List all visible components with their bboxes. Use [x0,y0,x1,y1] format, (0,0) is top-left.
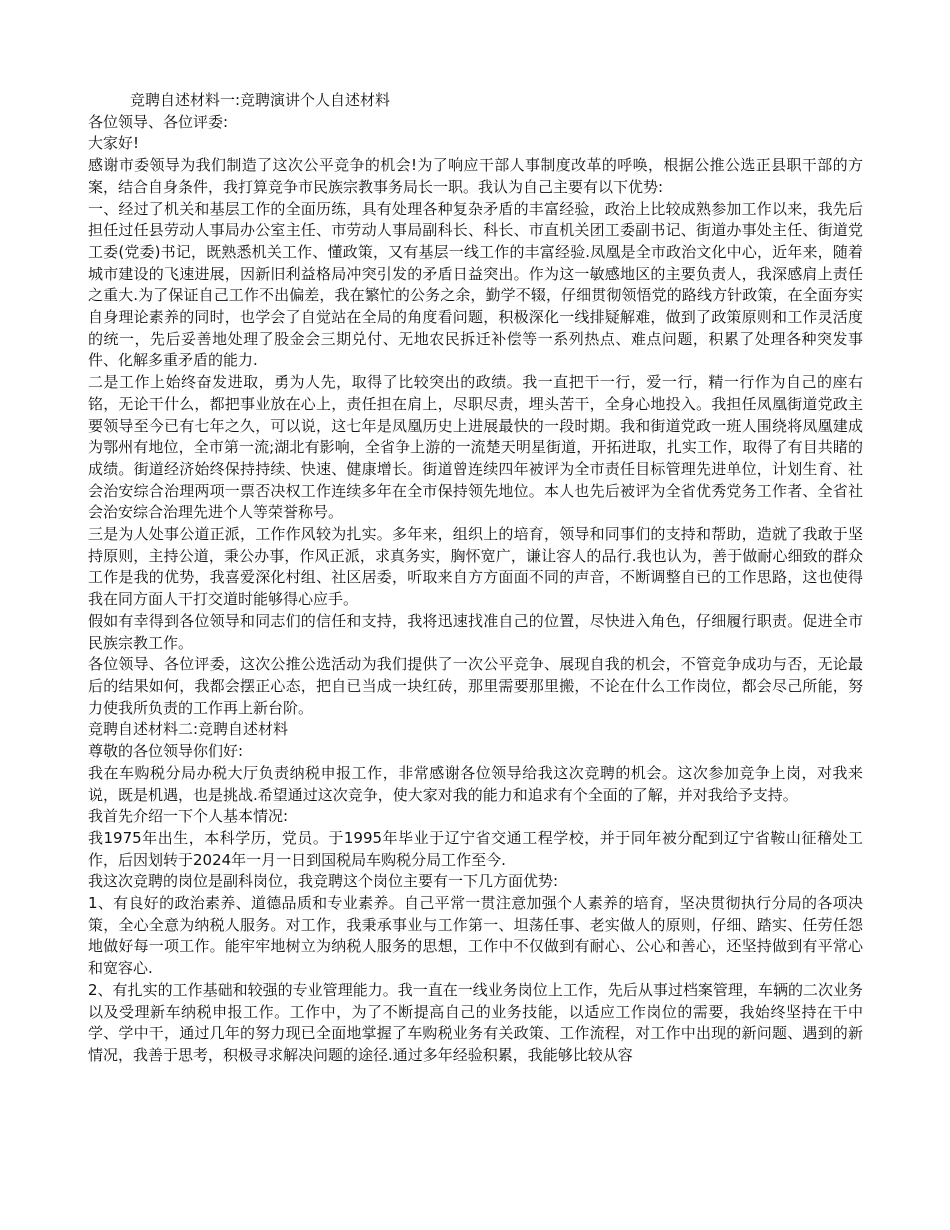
paragraph-position: 我这次竞聘的岗位是副科岗位，我竞聘这个岗位主要有一下几方面优势: [88,872,559,891]
paragraph-intro-two: 我在车购税分局办税大厅负责纳税申报工作，非常感谢各位领导给我这次竞聘的机会。这次参加竞争上岗，对我来说，既是机遇，也是挑战.希望通过这次竞争，使大家对我的能力和追求有个全面的了解，并对我给予支持。 [88,763,863,804]
paragraph-salutation: 各位领导、各位评委: [88,112,229,131]
paragraph-salutation-two: 尊敬的各位领导你们好: [88,742,244,761]
paragraph-commitment: 假如有幸得到各位领导和同志们的信任和支持，我将迅速找准自己的位置，尽快进入角色，仔细履行职责。促进全市民族宗教工作。 [88,611,863,652]
section-title-two: 竞聘自述材料二:竞聘自述材料 [88,720,289,739]
paragraph-basic-info-heading: 我首先介绍一下个人基本情况: [88,807,289,826]
paragraph-greeting: 大家好! [88,134,140,153]
paragraph-strength-one: 1、有良好的政治素养、道德品质和专业素养。自己平常一贯注意加强个人素养的培育，坚决贯彻执行分局的各项决策，全心全意为纳税人服务。对工作，我秉承事业与工作第一、坦荡任事、老实做人的原则，仔细、踏实、任劳任怨地做好每一项工作。能牢牢地树立为纳税人服务的思想，工作中不仅做到有耐心、公心和善心，还坚持做到有平常心和宽容心. [88,894,863,978]
paragraph-closing: 各位领导、各位评委，这次公推公选活动为我们提供了一次公平竞争、展现自我的机会，不管竞争成功与否，无论最后的结果如何，我都会摆正心态，把自已当成一块红砖，那里需要那里搬，不论在什么工作岗位，都会尽己所能，努力使我所负责的工作再上新台阶。 [88,655,863,717]
paragraph-advantage-three: 三是为人处事公道正派，工作作风较为扎实。多年来，组织上的培育，领导和同事们的支持和帮助，造就了我敢于坚持原则，主持公道，秉公办事，作风正派，求真务实，胸怀宽广，谦让容人的品行.我也认为，善于做耐心细致的群众工作是我的优势，我喜爱深化村组、社区居委，听取来自方方面面不同的声音，不断调整自已的工作思路，这也使得我在同方面人干打交道时能够得心应手。 [88,525,863,609]
paragraph-basic-info: 我1975年出生，本科学历，党员。于1995年毕业于辽宁省交通工程学校，并于同年被分配到辽宁省鞍山征稽处工作，后因划转于2024年一月一日到国税局车购税分局工作至今. [88,828,863,869]
document-body [88,90,863,1067]
paragraph-advantage-one: 一、经过了机关和基层工作的全面历练，具有处理各种复杂矛盾的丰富经验，政治上比较成熟参加工作以来，我先后担任过任县劳动人事局办公室主任、市劳动人事局副科长、科长、市直机关团工委副书记、街道办事处主任、街道党工委(党委)书记，既熟悉机关工作、懂政策，又有基层一线工作的丰富经验.凤凰是全市政治文化中心，近年来，随着城市建设的飞速进展，因新旧利益格局冲突引发的矛盾日益突出。作为这一敏感地区的主要负责人，我深感肩上责任之重大.为了保证自己工作不出偏差，我在繁忙的公务之余，勤学不辍，仔细贯彻领悟党的路线方针政策，在全面夯实自身理论素养的同时，也学会了自觉站在全局的角度看问题，积极深化一线排疑解难，做到了政策原则和工作灵活度的统一，先后妥善地处理了股金会三期兑付、无地农民拆迁补偿等一系列热点、难点问题，积累了处理各种突发事件、化解多重矛盾的能力. [88,199,863,370]
document-title: 竞聘自述材料一:竞聘演讲个人自述材料 [130,91,391,109]
paragraph-advantage-two: 二是工作上始终奋发进取，勇为人先，取得了比较突出的政绩。我一直把干一行，爱一行，精一行作为自己的座右铭，无论干什么，都把事业放在心上，责任担在肩上，尽职尽责，埋头苦干，全身心地投入。我担任凤凰街道党政主要领导至今已有七年之久，可以说，这七年是凤凰历史上进展最快的一段时期。我和街道党政一班人围绕将凤凰建成为鄂州有地位，全市第一流;湖北有影响，全省争上游的一流楚天明星街道，开拓进取，扎实工作，取得了有目共睹的成绩。街道经济始终保持持续、快速、健康增长。街道曾连续四年被评为全市责任目标管理先进单位，计划生育、社会治安综合治理两项一票否决权工作连续多年在全市保持领先地位。本人也先后被评为全省优秀党务工作者、全省社会治安综合治理先进个人等荣誉称号。 [88,373,863,522]
paragraph-intro: 感谢市委领导为我们制造了这次公平竞争的机会!为了响应干部人事制度改革的呼唤，根据公推公选正县职干部的方案，结合自身条件，我打算竞争市民族宗教事务局长一职。我认为自己主要有以下优势: [88,156,863,196]
paragraph-strength-two: 2、有扎实的工作基础和较强的专业管理能力。我一直在一线业务岗位上工作，先后从事过档案管理，车辆的二次业务以及受理新车纳税申报工作。工作中，为了不断提高自己的业务技能，以适应工作岗位的需要，我始终坚持在干中学、学中干，通过几年的努力现已全面地掌握了车购税业务有关政策、工作流程，对工作中出现的新问题、遇到的新情况，我善于思考，积极寻求解决问题的途径.通过多年经验积累，我能够比较从容 [88,980,863,1064]
